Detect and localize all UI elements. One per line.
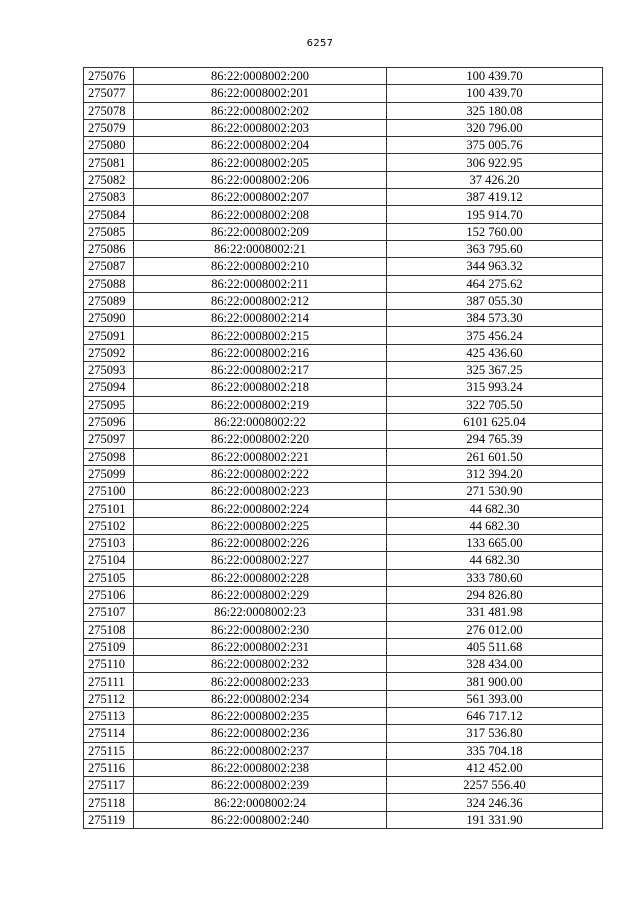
table-row xyxy=(84,102,603,119)
cadastral-value-cell: 294 765.39 xyxy=(387,431,603,448)
table-row xyxy=(84,794,603,811)
cadastral-value-cell: 317 536.80 xyxy=(387,725,603,742)
cadastral-number-cell: 86:22:0008002:234 xyxy=(134,690,387,707)
cadastral-value-cell: 306 922.95 xyxy=(387,154,603,171)
cadastral-value-cell: 412 452.00 xyxy=(387,759,603,776)
table-row xyxy=(84,604,603,621)
cadastral-number-cell: 86:22:0008002:236 xyxy=(134,725,387,742)
row-number-cell: 275114 xyxy=(84,725,134,742)
row-number-cell: 275102 xyxy=(84,517,134,534)
table-row xyxy=(84,68,603,85)
cadastral-number-cell: 86:22:0008002:222 xyxy=(134,465,387,482)
table-row xyxy=(84,292,603,309)
table-row xyxy=(84,258,603,275)
cadastral-value-cell: 100 439.70 xyxy=(387,85,603,102)
cadastral-number-cell: 86:22:0008002:204 xyxy=(134,137,387,154)
row-number-cell: 275094 xyxy=(84,379,134,396)
row-number-cell: 275100 xyxy=(84,483,134,500)
table-row xyxy=(84,690,603,707)
cadastral-number-cell: 86:22:0008002:23 xyxy=(134,604,387,621)
table-row xyxy=(84,379,603,396)
row-number-cell: 275109 xyxy=(84,638,134,655)
cadastral-value-cell: 464 275.62 xyxy=(387,275,603,292)
table-row xyxy=(84,656,603,673)
cadastral-number-cell: 86:22:0008002:211 xyxy=(134,275,387,292)
row-number-cell: 275092 xyxy=(84,344,134,361)
cadastral-value-cell: 44 682.30 xyxy=(387,552,603,569)
cadastral-value-table xyxy=(83,67,603,829)
table-row xyxy=(84,638,603,655)
row-number-cell: 275096 xyxy=(84,413,134,430)
cadastral-number-cell: 86:22:0008002:228 xyxy=(134,569,387,586)
cadastral-number-cell: 86:22:0008002:230 xyxy=(134,621,387,638)
cadastral-number-cell: 86:22:0008002:227 xyxy=(134,552,387,569)
cadastral-value-cell: 387 055.30 xyxy=(387,292,603,309)
row-number-cell: 275085 xyxy=(84,223,134,240)
row-number-cell: 275103 xyxy=(84,535,134,552)
row-number-cell: 275098 xyxy=(84,448,134,465)
row-number-cell: 275090 xyxy=(84,310,134,327)
cadastral-value-cell: 322 705.50 xyxy=(387,396,603,413)
cadastral-number-cell: 86:22:0008002:229 xyxy=(134,586,387,603)
cadastral-value-cell: 261 601.50 xyxy=(387,448,603,465)
table-row xyxy=(84,448,603,465)
cadastral-value-cell: 315 993.24 xyxy=(387,379,603,396)
cadastral-number-cell: 86:22:0008002:223 xyxy=(134,483,387,500)
cadastral-value-cell: 37 426.20 xyxy=(387,171,603,188)
cadastral-number-cell: 86:22:0008002:221 xyxy=(134,448,387,465)
table-row xyxy=(84,119,603,136)
table-row xyxy=(84,569,603,586)
row-number-cell: 275076 xyxy=(84,68,134,85)
table-row xyxy=(84,344,603,361)
cadastral-value-cell: 335 704.18 xyxy=(387,742,603,759)
cadastral-number-cell: 86:22:0008002:203 xyxy=(134,119,387,136)
table-row xyxy=(84,206,603,223)
table-row xyxy=(84,707,603,724)
cadastral-number-cell: 86:22:0008002:200 xyxy=(134,68,387,85)
row-number-cell: 275107 xyxy=(84,604,134,621)
cadastral-value-cell: 195 914.70 xyxy=(387,206,603,223)
table-row xyxy=(84,500,603,517)
row-number-cell: 275089 xyxy=(84,292,134,309)
table-row xyxy=(84,137,603,154)
cadastral-number-cell: 86:22:0008002:240 xyxy=(134,811,387,828)
cadastral-value-cell: 2257 556.40 xyxy=(387,777,603,794)
cadastral-value-cell: 191 331.90 xyxy=(387,811,603,828)
cadastral-number-cell: 86:22:0008002:232 xyxy=(134,656,387,673)
row-number-cell: 275111 xyxy=(84,673,134,690)
table-row xyxy=(84,327,603,344)
table-row xyxy=(84,240,603,257)
cadastral-number-cell: 86:22:0008002:24 xyxy=(134,794,387,811)
cadastral-value-cell: 425 436.60 xyxy=(387,344,603,361)
row-number-cell: 275079 xyxy=(84,119,134,136)
cadastral-number-cell: 86:22:0008002:225 xyxy=(134,517,387,534)
cadastral-number-cell: 86:22:0008002:219 xyxy=(134,396,387,413)
cadastral-number-cell: 86:22:0008002:216 xyxy=(134,344,387,361)
cadastral-number-cell: 86:22:0008002:212 xyxy=(134,292,387,309)
row-number-cell: 275083 xyxy=(84,189,134,206)
cadastral-value-cell: 387 419.12 xyxy=(387,189,603,206)
cadastral-value-cell: 646 717.12 xyxy=(387,707,603,724)
cadastral-value-cell: 375 005.76 xyxy=(387,137,603,154)
cadastral-value-cell: 324 246.36 xyxy=(387,794,603,811)
cadastral-number-cell: 86:22:0008002:202 xyxy=(134,102,387,119)
table-row xyxy=(84,85,603,102)
cadastral-number-cell: 86:22:0008002:231 xyxy=(134,638,387,655)
table-row xyxy=(84,431,603,448)
cadastral-number-cell: 86:22:0008002:217 xyxy=(134,362,387,379)
table-row xyxy=(84,465,603,482)
cadastral-value-cell: 333 780.60 xyxy=(387,569,603,586)
table-row xyxy=(84,171,603,188)
row-number-cell: 275099 xyxy=(84,465,134,482)
cadastral-number-cell: 86:22:0008002:210 xyxy=(134,258,387,275)
cadastral-value-cell: 294 826.80 xyxy=(387,586,603,603)
row-number-cell: 275086 xyxy=(84,240,134,257)
table-row xyxy=(84,777,603,794)
cadastral-value-cell: 133 665.00 xyxy=(387,535,603,552)
cadastral-number-cell: 86:22:0008002:235 xyxy=(134,707,387,724)
row-number-cell: 275108 xyxy=(84,621,134,638)
cadastral-value-cell: 331 481.98 xyxy=(387,604,603,621)
cadastral-number-cell: 86:22:0008002:208 xyxy=(134,206,387,223)
table-body xyxy=(84,68,603,829)
cadastral-number-cell: 86:22:0008002:237 xyxy=(134,742,387,759)
cadastral-value-cell: 344 963.32 xyxy=(387,258,603,275)
table-row xyxy=(84,483,603,500)
cadastral-value-cell: 405 511.68 xyxy=(387,638,603,655)
table-row xyxy=(84,725,603,742)
cadastral-number-cell: 86:22:0008002:239 xyxy=(134,777,387,794)
cadastral-number-cell: 86:22:0008002:215 xyxy=(134,327,387,344)
cadastral-value-cell: 384 573.30 xyxy=(387,310,603,327)
row-number-cell: 275110 xyxy=(84,656,134,673)
row-number-cell: 275115 xyxy=(84,742,134,759)
row-number-cell: 275106 xyxy=(84,586,134,603)
cadastral-value-cell: 152 760.00 xyxy=(387,223,603,240)
cadastral-value-cell: 561 393.00 xyxy=(387,690,603,707)
cadastral-value-cell: 44 682.30 xyxy=(387,517,603,534)
row-number-cell: 275118 xyxy=(84,794,134,811)
row-number-cell: 275093 xyxy=(84,362,134,379)
cadastral-number-cell: 86:22:0008002:205 xyxy=(134,154,387,171)
page-number: 6257 xyxy=(306,38,334,49)
table-row xyxy=(84,413,603,430)
cadastral-number-cell: 86:22:0008002:233 xyxy=(134,673,387,690)
cadastral-number-cell: 86:22:0008002:214 xyxy=(134,310,387,327)
row-number-cell: 275112 xyxy=(84,690,134,707)
table-row xyxy=(84,759,603,776)
row-number-cell: 275119 xyxy=(84,811,134,828)
cadastral-value-cell: 381 900.00 xyxy=(387,673,603,690)
row-number-cell: 275082 xyxy=(84,171,134,188)
cadastral-value-cell: 6101 625.04 xyxy=(387,413,603,430)
table-row xyxy=(84,396,603,413)
row-number-cell: 275077 xyxy=(84,85,134,102)
table-row xyxy=(84,535,603,552)
cadastral-number-cell: 86:22:0008002:207 xyxy=(134,189,387,206)
cadastral-number-cell: 86:22:0008002:209 xyxy=(134,223,387,240)
cadastral-number-cell: 86:22:0008002:224 xyxy=(134,500,387,517)
table-row xyxy=(84,154,603,171)
table-row xyxy=(84,586,603,603)
table-row xyxy=(84,362,603,379)
cadastral-value-cell: 325 367.25 xyxy=(387,362,603,379)
table-row xyxy=(84,552,603,569)
cadastral-number-cell: 86:22:0008002:220 xyxy=(134,431,387,448)
cadastral-value-cell: 44 682.30 xyxy=(387,500,603,517)
table-row xyxy=(84,742,603,759)
row-number-cell: 275084 xyxy=(84,206,134,223)
table-row xyxy=(84,621,603,638)
cadastral-number-cell: 86:22:0008002:21 xyxy=(134,240,387,257)
cadastral-value-cell: 100 439.70 xyxy=(387,68,603,85)
cadastral-value-cell: 271 530.90 xyxy=(387,483,603,500)
row-number-cell: 275104 xyxy=(84,552,134,569)
cadastral-value-cell: 375 456.24 xyxy=(387,327,603,344)
row-number-cell: 275087 xyxy=(84,258,134,275)
table-row xyxy=(84,811,603,828)
cadastral-value-cell: 325 180.08 xyxy=(387,102,603,119)
row-number-cell: 275117 xyxy=(84,777,134,794)
row-number-cell: 275113 xyxy=(84,707,134,724)
row-number-cell: 275105 xyxy=(84,569,134,586)
cadastral-value-cell: 320 796.00 xyxy=(387,119,603,136)
cadastral-number-cell: 86:22:0008002:238 xyxy=(134,759,387,776)
cadastral-number-cell: 86:22:0008002:218 xyxy=(134,379,387,396)
table-row xyxy=(84,275,603,292)
cadastral-value-cell: 363 795.60 xyxy=(387,240,603,257)
table-row xyxy=(84,673,603,690)
row-number-cell: 275116 xyxy=(84,759,134,776)
cadastral-number-cell: 86:22:0008002:226 xyxy=(134,535,387,552)
cadastral-value-cell: 328 434.00 xyxy=(387,656,603,673)
cadastral-number-cell: 86:22:0008002:22 xyxy=(134,413,387,430)
row-number-cell: 275080 xyxy=(84,137,134,154)
row-number-cell: 275101 xyxy=(84,500,134,517)
table-row xyxy=(84,517,603,534)
row-number-cell: 275097 xyxy=(84,431,134,448)
cadastral-value-cell: 276 012.00 xyxy=(387,621,603,638)
row-number-cell: 275081 xyxy=(84,154,134,171)
table-row xyxy=(84,223,603,240)
cadastral-number-cell: 86:22:0008002:201 xyxy=(134,85,387,102)
table-row xyxy=(84,310,603,327)
table-row xyxy=(84,189,603,206)
row-number-cell: 275091 xyxy=(84,327,134,344)
cadastral-value-cell: 312 394.20 xyxy=(387,465,603,482)
row-number-cell: 275078 xyxy=(84,102,134,119)
row-number-cell: 275088 xyxy=(84,275,134,292)
row-number-cell: 275095 xyxy=(84,396,134,413)
cadastral-number-cell: 86:22:0008002:206 xyxy=(134,171,387,188)
